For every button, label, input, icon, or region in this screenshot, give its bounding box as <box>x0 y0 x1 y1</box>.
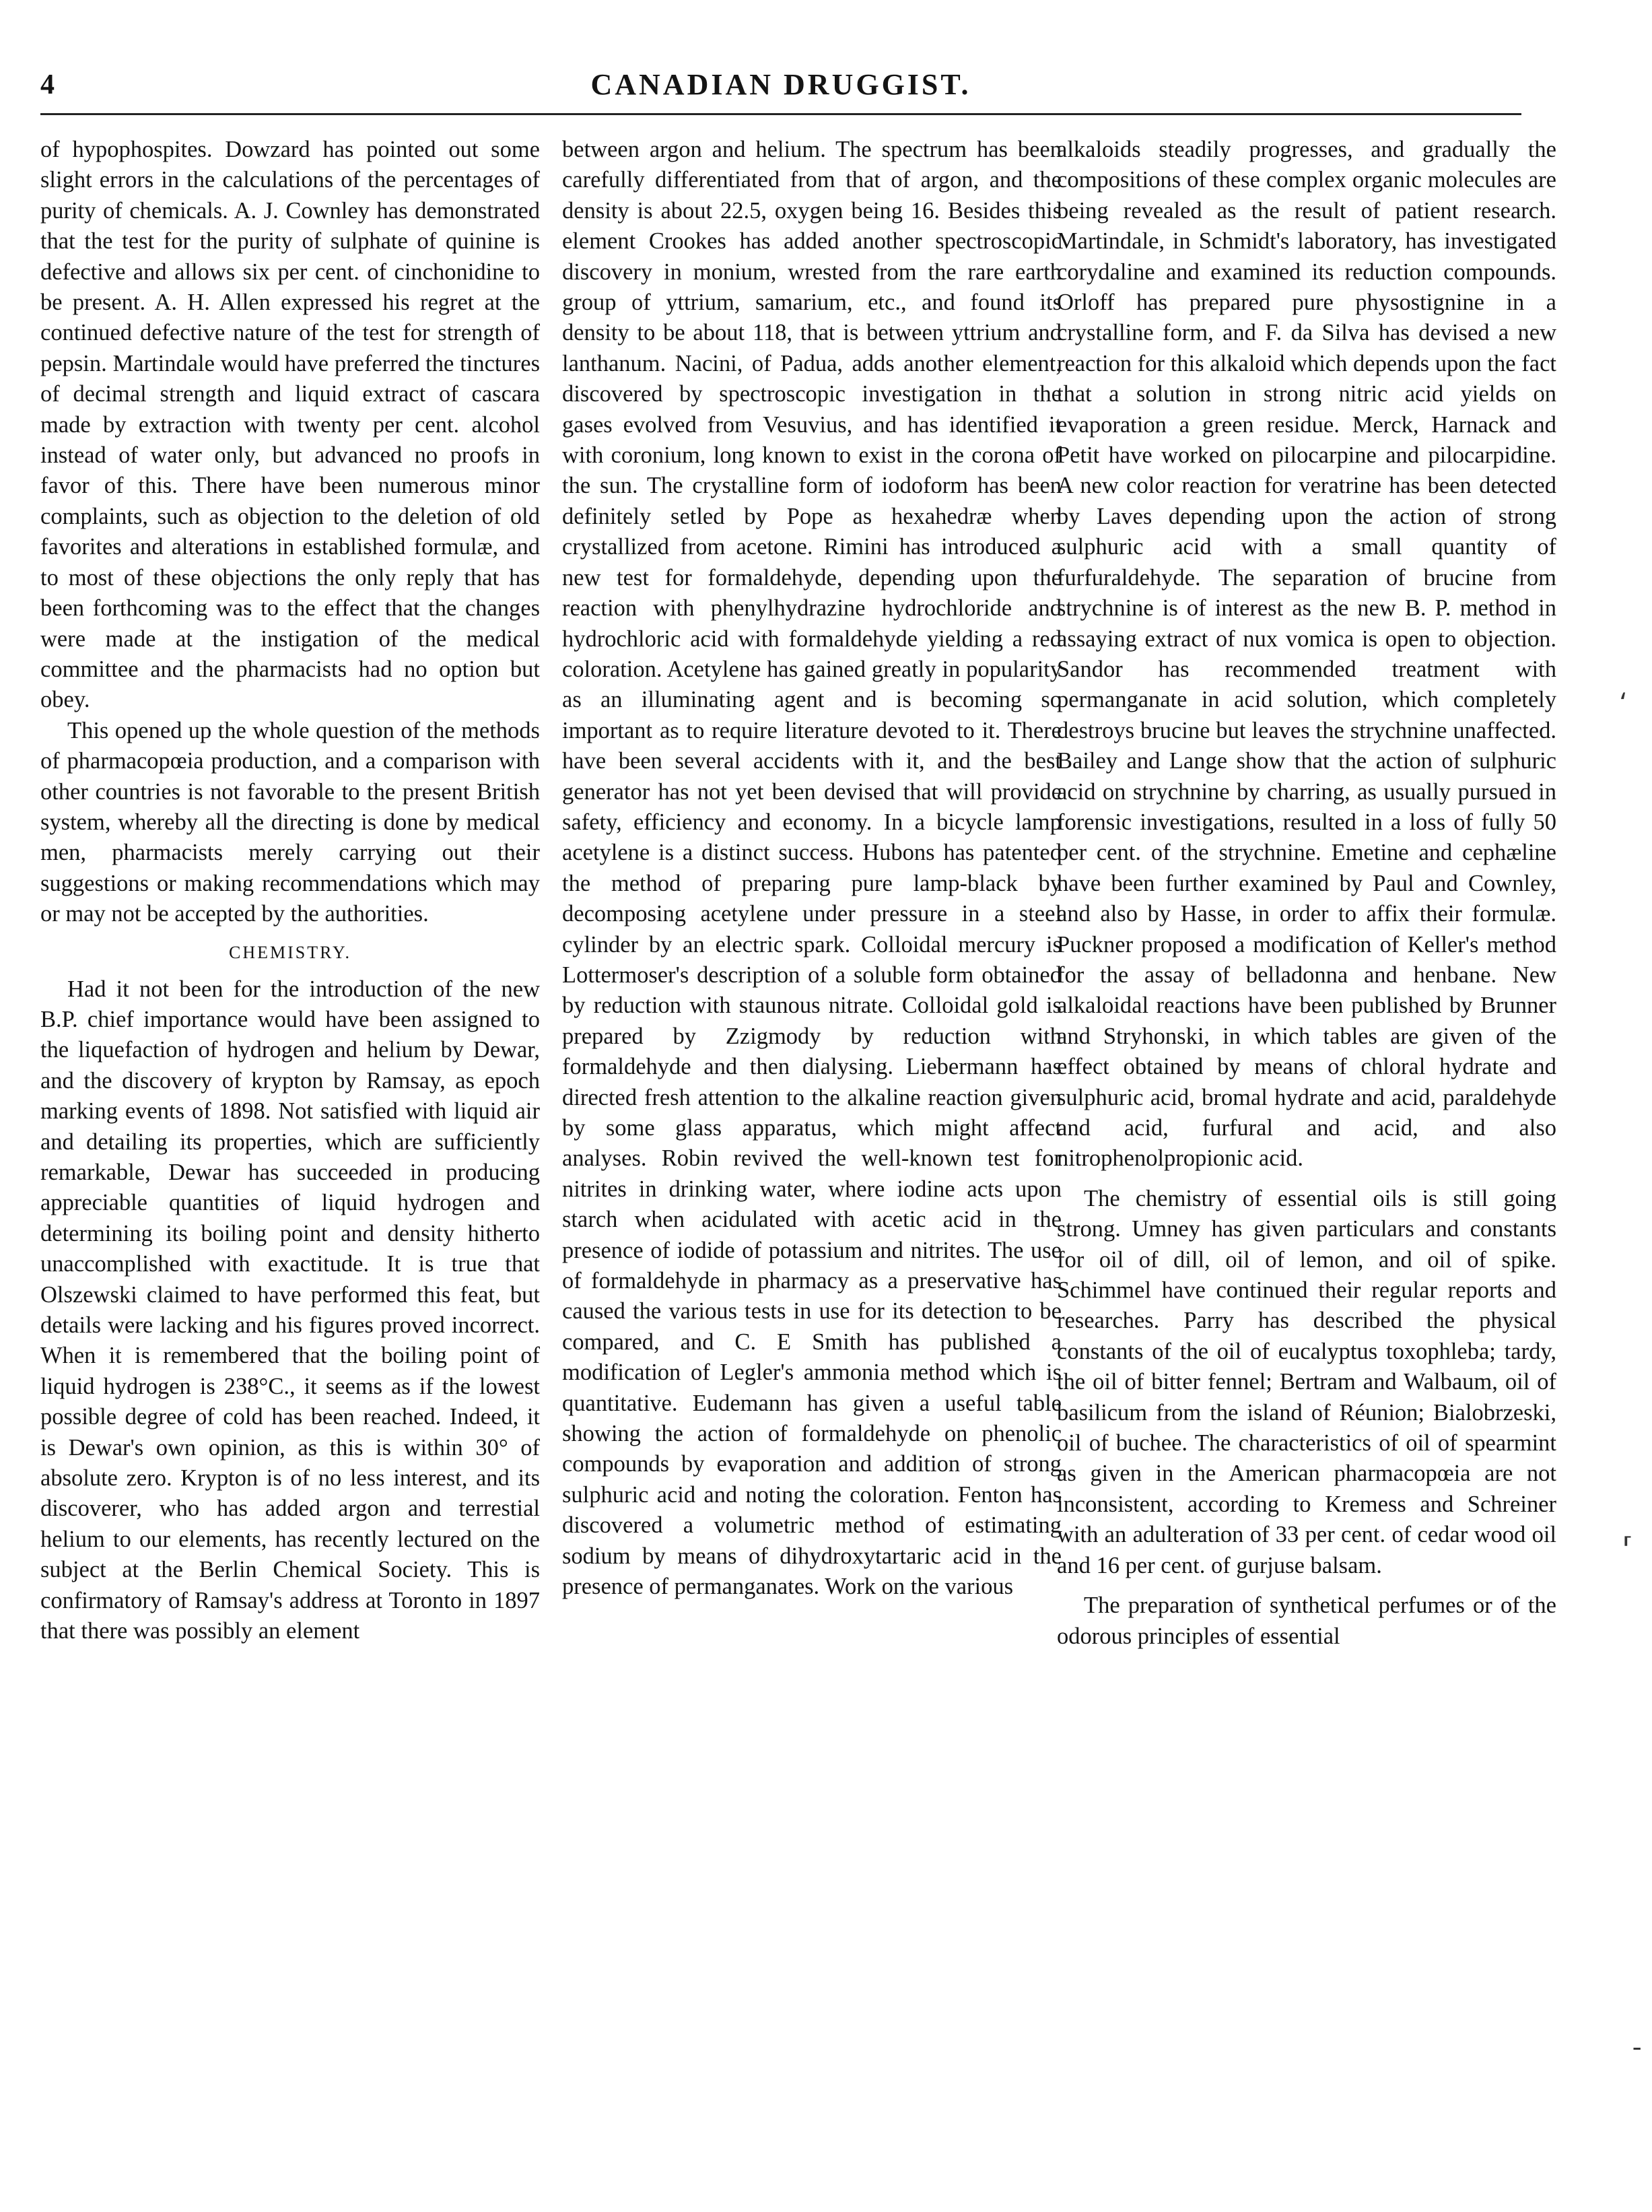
paragraph: Had it not been for the introduction of the new B.P. chief importance would have been assigned to the liquefaction of hydrogen and helium by Dewar, and the discovery of krypton by Ramsay, as epoch marking events of 1898. Not satisfied with liquid air and detailing its properties, which are sufficiently remarkable, Dewar has succeeded in producing appreciable quantities of liquid hydrogen and determining its boiling point and density hitherto unaccomplished with exactitude. It is true that Olszewski claimed to have performed this feat, but details were lacking and his figures proved incorrect. When it is remembered that the boiling point of liquid hydrogen is 238°C., it seems as if the lowest possible degree of cold has been reached. Indeed, it is Dewar's own opinion, as this is within 30° of absolute zero. Krypton is of no less interest, and its discoverer, who has added argon and terrestial helium to our elements, has recently lectured on the subject at the Berlin Chemical Society. This is confirmatory of Ramsay's address at Toronto in 1897 that there was possibly an element <box>40 976 540 1644</box>
paragraph: alkaloids steadily progresses, and gradually the compositions of these complex organic molecules are being revealed as the result of patient research. Martindale, in Schmidt's laboratory, has investigated corydaline and examined its reduction compounds. Orloff has prepared pure physostignine in a crystalline form, and F. da Silva has devised a new reaction for this alkaloid which depends upon the fact that a solution in strong nitric acid yields on evaporation a green residue. Merck, Harnack and Petit have worked on pilocarpine and pilocarpidine. A new color reaction for veratrine has been detected by Laves depending upon the action of strong sulphuric acid with a small quantity of furfuraldehyde. The separation of brucine from strychnine is of interest as the new B. P. method in assaying extract of nux vomica is open to objection. Sandor has recommended treatment with permanganate in acid solution, which completely destroys brucine but leaves the strychnine unaffected. Bailey and Lange show that the action of sulphuric acid on strychnine by charring, as usually pursued in forensic investigations, resulted in a loss of fully 50 per cent. of the strychnine. Emetine and cephæline have been further examined by Paul and Cownley, and also by Hasse, in order to affix their formulæ. Puckner proposed a modification of Keller's method for the assay of belladonna and henbane. New alkaloidal reactions have been published by Brunner and Stryhonski, in which tables are given of the effect obtained by means of chloral hydrate and sulphuric acid, bromal hydrate and acid, paraldehyde and acid, furfural and acid, and also nitrophenolpropionic acid. <box>1057 137 1556 1172</box>
column-3 <box>1057 135 1556 1652</box>
column-1 <box>40 135 540 1647</box>
paragraph: of hypophospites. Dowzard has pointed out some slight errors in the calculations of the percentages of purity of chemicals. A. J. Cownley has demonstrated that the test for the purity of sulphate of quinine is defective and allows six per cent. of cinchonidine to be present. A. H. Allen expressed his regret at the continued defective nature of the test for strength of pepsin. Martindale would have preferred the tinctures of decimal strength and liquid extract of cascara made by extraction with twenty per cent. alcohol instead of water only, but advanced no proofs in favor of this. There have been numerous minor complaints, such as objection to the deletion of old favorites and alterations in established formulæ, and to most of these objections the only reply that has been forthcoming was to the effect that the changes were made at the instigation of the medical committee and the pharmacists had no option but obey. <box>40 137 540 713</box>
margin-mark: ⸢ <box>1622 1533 1633 1563</box>
page-number: 4 <box>40 69 55 100</box>
section-heading: CHEMISTRY. <box>229 942 351 962</box>
paragraph: This opened up the whole question of the methods of pharmacopœia production, and a comparison with other countries is not favorable to the present British system, whereby all the directing is done by medical men, pharmacists merely carrying out their suggestions or making recommendations which may or may not be accepted by the authorities. <box>40 717 540 927</box>
paragraph: The chemistry of essential oils is still going strong. Umney has given particulars and constants for oil of dill, oil of lemon, and oil of spike. Schimmel have continued their regular reports and researches. Parry has described the physical constants of the oil of eucalyptus toxophleba; tardy, the oil of bitter fennel; Bertram and Walbaum, oil of basilicum from the island of Réunion; Bialobrzeski, oil of buchee. The characteristics of oil of spearmint as given in the American pharmacopœia are not inconsistent, according to Kremess and Schreiner with an adulteration of 33 per cent. of cedar wood oil and 16 per cent. of gurjuse balsam. <box>1057 1185 1556 1578</box>
page-header <box>40 67 1521 114</box>
header-rule <box>40 113 1521 115</box>
paragraph: The preparation of synthetical perfumes or of the odorous principles of essential <box>1057 1593 1556 1649</box>
margin-mark: ⸲ <box>1619 671 1626 702</box>
masthead-title: CANADIAN DRUGGIST. <box>590 68 971 101</box>
column-2 <box>562 135 1062 1603</box>
paragraph: between argon and helium. The spectrum has been carefully differentiated from that of argon, and the density is about 22.5, oxygen being 16. Besides this element Crookes has added another spectroscopic discovery in monium, wrested from the rare earth group of yttrium, samarium, etc., and found its density to be about 118, that is between yttrium and lanthanum. Nacini, of Padua, adds another element, discovered by spectroscopic investigation in the gases evolved from Vesuvius, and has identified it with coronium, long known to exist in the corona of the sun. The crystalline form of iodoform has been definitely setled by Pope as hexahedræ when crystallized from acetone. Rimini has introduced a new test for formaldehyde, depending upon the reaction with phenylhydrazine hydrochloride and hydrochloric acid with formaldehyde yielding a red coloration. Acetylene has gained greatly in popularity as an illuminating agent and is becoming so important as to require literature devoted to it. There have been several accidents with it, and the best generator has not yet been devised that will provide safety, efficiency and economy. In a bicycle lamp acetylene is a distinct success. Hubons has patented the method of preparing pure lamp-black by decomposing acetylene under pressure in a steel cylinder by an electric spark. Colloidal mercury is Lottermoser's description of a soluble form obtained by reduction with staunous nitrate. Colloidal gold is prepared by Zzigmody by reduction with formaldehyde and then dialysing. Liebermann has directed fresh attention to the alkaline reaction given by some glass apparatus, which might affect analyses. Robin revived the well-known test for nitrites in drinking water, where iodine acts upon starch when acidulated with acetic acid in the presence of iodide of potassium and nitrites. The use of formaldehyde in pharmacy as a preservative has caused the various tests in use for its detection to be compared, and C. E Smith has published a modification of Legler's ammonia method which is quantitative. Eudemann has given a useful table showing the action of formaldehyde on phenolic compounds by evaporation and addition of strong sulphuric acid and noting the coloration. Fenton has discovered a volumetric method of estimating sodium by means of dihydroxytartaric acid in the presence of permanganates. Work on the various <box>562 137 1062 1600</box>
margin-mark: ‐ <box>1632 2031 1642 2061</box>
